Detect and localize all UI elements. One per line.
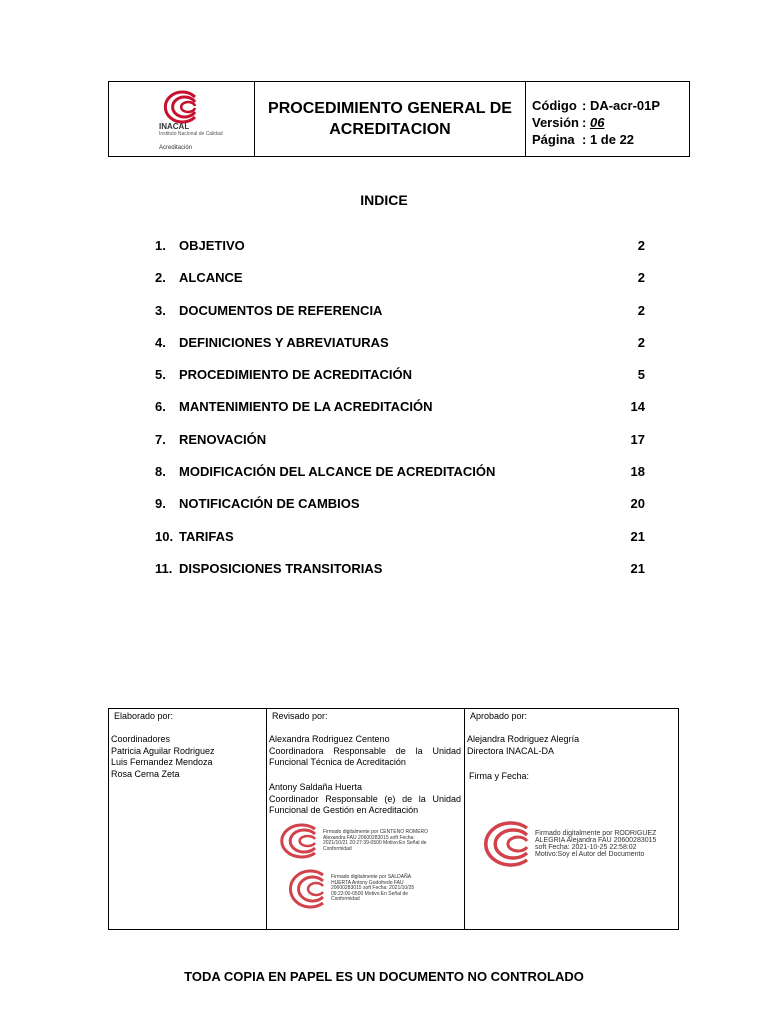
elaborado-name: Patricia Aguilar Rodriguez <box>111 745 215 756</box>
toc-row[interactable] <box>155 432 645 464</box>
revisado-block-1 <box>269 734 461 769</box>
inacal-seal-icon <box>273 821 319 861</box>
toc-num: 2. <box>155 270 166 286</box>
stamp-2-text: Firmado digitalmente por SALDAÑA HUERTA Antony Godofredo FAU 20600283015 soft Fecha: 2021/10/25 09:23:00-0500 Motivo:En Señal de Conformidad <box>331 874 415 903</box>
aprobado-name: Alejandra Rodriguez Alegría <box>467 734 580 744</box>
toc-label: DOCUMENTOS DE REFERENCIA <box>179 302 383 318</box>
toc-page: 2 <box>637 270 645 286</box>
footer-notice: TODA COPIA EN PAPEL ES UN DOCUMENTO NO CONTROLADO <box>184 969 584 984</box>
code-value: : DA-acr-01P <box>582 98 661 113</box>
elaborado-cell <box>109 709 267 929</box>
aprobado-role: Directora INACAL-DA <box>467 745 555 756</box>
toc-page: 5 <box>637 367 645 383</box>
inacal-logo-icon <box>155 90 201 124</box>
toc-row[interactable] <box>155 335 645 367</box>
signature-stamp-3 <box>475 819 663 869</box>
aprobado-block <box>467 734 579 757</box>
toc-label: DISPOSICIONES TRANSITORIAS <box>179 560 383 576</box>
toc-num: 6. <box>155 399 166 415</box>
logo-cell <box>109 82 255 156</box>
document-codes <box>526 82 689 156</box>
signature-stamp-2 <box>281 867 427 911</box>
logo-dept: Acreditación <box>159 145 193 151</box>
toc-label: RENOVACIÓN <box>179 431 267 447</box>
revisado-name-2: Antony Saldaña Huerta <box>269 782 363 792</box>
firma-fecha-label: Firma y Fecha: <box>469 771 530 781</box>
table-of-contents <box>155 238 645 593</box>
toc-page: 21 <box>630 560 645 576</box>
toc-num: 11. <box>155 560 173 576</box>
version-row <box>532 114 689 131</box>
toc-page: 2 <box>637 238 645 253</box>
stamp-1-text: Firmado digitalmente por CENTENO ROMERO Alexandra FAU 20600283015 soft Fecha: 2021/10/21 20:27:39-0500 Motivo:En Señal de Conformidad <box>323 829 429 852</box>
toc-page: 2 <box>637 334 645 350</box>
code-row <box>532 97 689 114</box>
elaborado-label: Elaborado por: <box>114 711 174 721</box>
revisado-name-1: Alexandra Rodriguez Centeno <box>269 734 390 744</box>
stamp-3-text: Firmado digitalmente por RODRIGUEZ ALEGRIA Alejandra FAU 20600283015 soft Fecha: 2021-10-25 22:58:02 Motivo:Soy el Autor del Documento <box>535 830 657 858</box>
signature-table <box>108 708 679 930</box>
toc-page: 20 <box>630 496 645 512</box>
revisado-role-1: Coordinadora Responsable de la Unidad Funcional Técnica de Acreditación <box>269 745 461 767</box>
elaborado-name: Luis Fernandez Mendoza <box>111 757 213 767</box>
toc-num: 1. <box>155 238 166 253</box>
toc-label: PROCEDIMIENTO DE ACREDITACIÓN <box>179 367 413 383</box>
elaborado-role: Coordinadores <box>111 734 171 744</box>
logo-subtitle: Instituto Nacional de Calidad <box>159 131 223 137</box>
toc-row[interactable] <box>155 529 645 561</box>
aprobado-cell <box>465 709 678 929</box>
page-row <box>532 131 689 148</box>
toc-row[interactable] <box>155 561 645 593</box>
toc-label: MODIFICACIÓN DEL ALCANCE DE ACREDITACIÓN <box>179 464 496 480</box>
revisado-label: Revisado por: <box>272 711 328 721</box>
toc-label: MANTENIMIENTO DE LA ACREDITACIÓN <box>179 399 433 415</box>
index-title: INDICE <box>360 192 408 208</box>
signature-stamp-1 <box>273 821 433 861</box>
toc-label: DEFINICIONES Y ABREVIATURAS <box>179 334 389 350</box>
toc-num: 4. <box>155 334 166 350</box>
version-value: 06 <box>589 115 605 130</box>
title-line-1: PROCEDIMIENTO GENERAL DE <box>268 100 512 117</box>
toc-row[interactable] <box>155 238 645 270</box>
page-value: : 1 de 22 <box>582 132 635 147</box>
toc-page: 21 <box>630 528 645 544</box>
elaborado-names <box>111 734 215 780</box>
revisado-block-2 <box>269 782 461 817</box>
toc-page: 18 <box>630 464 645 480</box>
toc-label: TARIFAS <box>179 528 234 544</box>
logo-name: INACAL <box>159 122 190 131</box>
toc-page: 17 <box>630 431 645 447</box>
toc-page: 14 <box>630 399 645 415</box>
inacal-seal-icon <box>281 867 327 911</box>
toc-row[interactable] <box>155 464 645 496</box>
toc-num: 9. <box>155 496 166 512</box>
title-line-2: ACREDITACION <box>329 121 451 138</box>
revisado-cell <box>267 709 465 929</box>
toc-label: NOTIFICACIÓN DE CAMBIOS <box>179 496 360 512</box>
version-sep: : <box>582 115 587 130</box>
toc-row[interactable] <box>155 496 645 528</box>
document-header <box>108 81 690 157</box>
toc-label: ALCANCE <box>179 270 243 286</box>
toc-page: 2 <box>637 302 645 318</box>
toc-row[interactable] <box>155 270 645 302</box>
toc-row[interactable] <box>155 399 645 431</box>
toc-row[interactable] <box>155 303 645 335</box>
revisado-role-2: Coordinador Responsable (e) de la Unidad Funcional de Gestión en Acreditación <box>269 793 461 815</box>
toc-num: 7. <box>155 431 166 447</box>
page-label: Página <box>532 132 575 147</box>
elaborado-name: Rosa Cerna Zeta <box>111 768 180 779</box>
toc-label: OBJETIVO <box>179 238 245 253</box>
code-label: Código <box>532 98 577 113</box>
toc-num: 10. <box>155 528 174 544</box>
inacal-seal-icon <box>475 819 531 869</box>
aprobado-label: Aprobado por: <box>470 711 528 721</box>
document-title <box>255 82 526 156</box>
toc-num: 3. <box>155 302 166 318</box>
toc-row[interactable] <box>155 367 645 399</box>
toc-num: 8. <box>155 464 166 480</box>
version-label: Versión <box>532 115 579 130</box>
toc-num: 5. <box>155 367 166 383</box>
